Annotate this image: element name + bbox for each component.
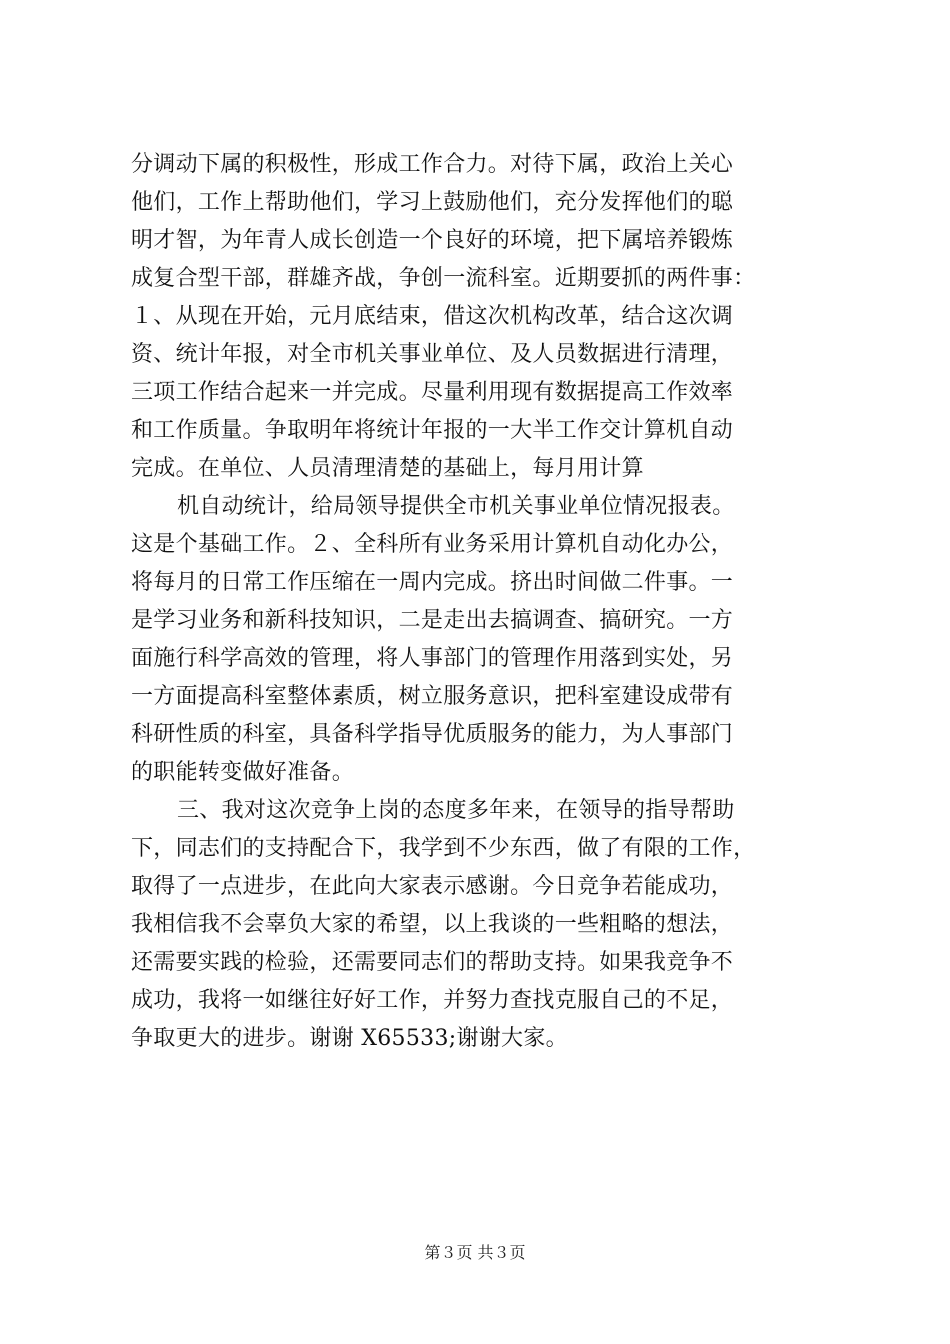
text-line: 一方面提高科室整体素质，树立服务意识，把科室建设成带有	[131, 684, 734, 709]
text-line: 三、我对这次竞争上岗的态度多年来，在领导的指导帮助	[177, 798, 735, 823]
text-line: 面施行科学高效的管理，将人事部门的管理作用落到实处，另	[131, 646, 734, 671]
text-line: 机自动统计，给局领导提供全市机关事业单位情况报表。	[177, 494, 735, 519]
text-line: 科研性质的科室，具备科学指导优质服务的能力，为人事部门	[131, 722, 734, 747]
text-line: 我相信我不会辜负大家的希望，以上我谈的一些粗略的想法，	[131, 912, 734, 937]
text-line: 还需要实践的检验，还需要同志们的帮助支持。如果我竞争不	[131, 950, 734, 975]
text-line: 成复合型干部，群雄齐战，争创一流科室。近期要抓的两件事：	[131, 266, 756, 291]
text-line: 是学习业务和新科技知识，二是走出去搞调查、搞研究。一方	[131, 608, 734, 633]
page-number-footer: 第３页 共３页	[424, 1243, 526, 1262]
text-line: 分调动下属的积极性，形成工作合力。对待下属，政治上关心	[131, 152, 734, 177]
text-line: 取得了一点进步，在此向大家表示感谢。今日竞争若能成功，	[131, 874, 734, 899]
text-line: 这是个基础工作。２、全科所有业务采用计算机自动化办公，	[131, 532, 734, 557]
text-line: 完成。在单位、人员清理清楚的基础上，每月用计算	[131, 456, 644, 481]
text-line: 将每月的日常工作压缩在一周内完成。挤出时间做二件事。一	[131, 570, 734, 595]
text-line: 明才智，为年青人成长创造一个良好的环境，把下属培养锻炼	[131, 228, 734, 253]
text-line: 三项工作结合起来一并完成。尽量利用现有数据提高工作效率	[131, 380, 734, 405]
body-text	[131, 146, 821, 1058]
text-line: 资、统计年报，对全市机关事业单位、及人员数据进行清理，	[131, 342, 734, 367]
text-line: 下，同志们的支持配合下，我学到不少东西，做了有限的工作，	[131, 836, 756, 861]
text-line: 争取更大的进步。谢谢 X65533;谢谢大家。	[131, 1026, 568, 1051]
text-line: 成功，我将一如继往好好工作，并努力查找克服自己的不足，	[131, 988, 734, 1013]
text-line: １、从现在开始，元月底结束，借这次机构改革，结合这次调	[131, 304, 734, 329]
text-line: 他们，工作上帮助他们，学习上鼓励他们，充分发挥他们的聪	[131, 190, 734, 215]
text-line: 和工作质量。争取明年将统计年报的一大半工作交计算机自动	[131, 418, 734, 443]
text-line: 的职能转变做好准备。	[131, 760, 355, 785]
